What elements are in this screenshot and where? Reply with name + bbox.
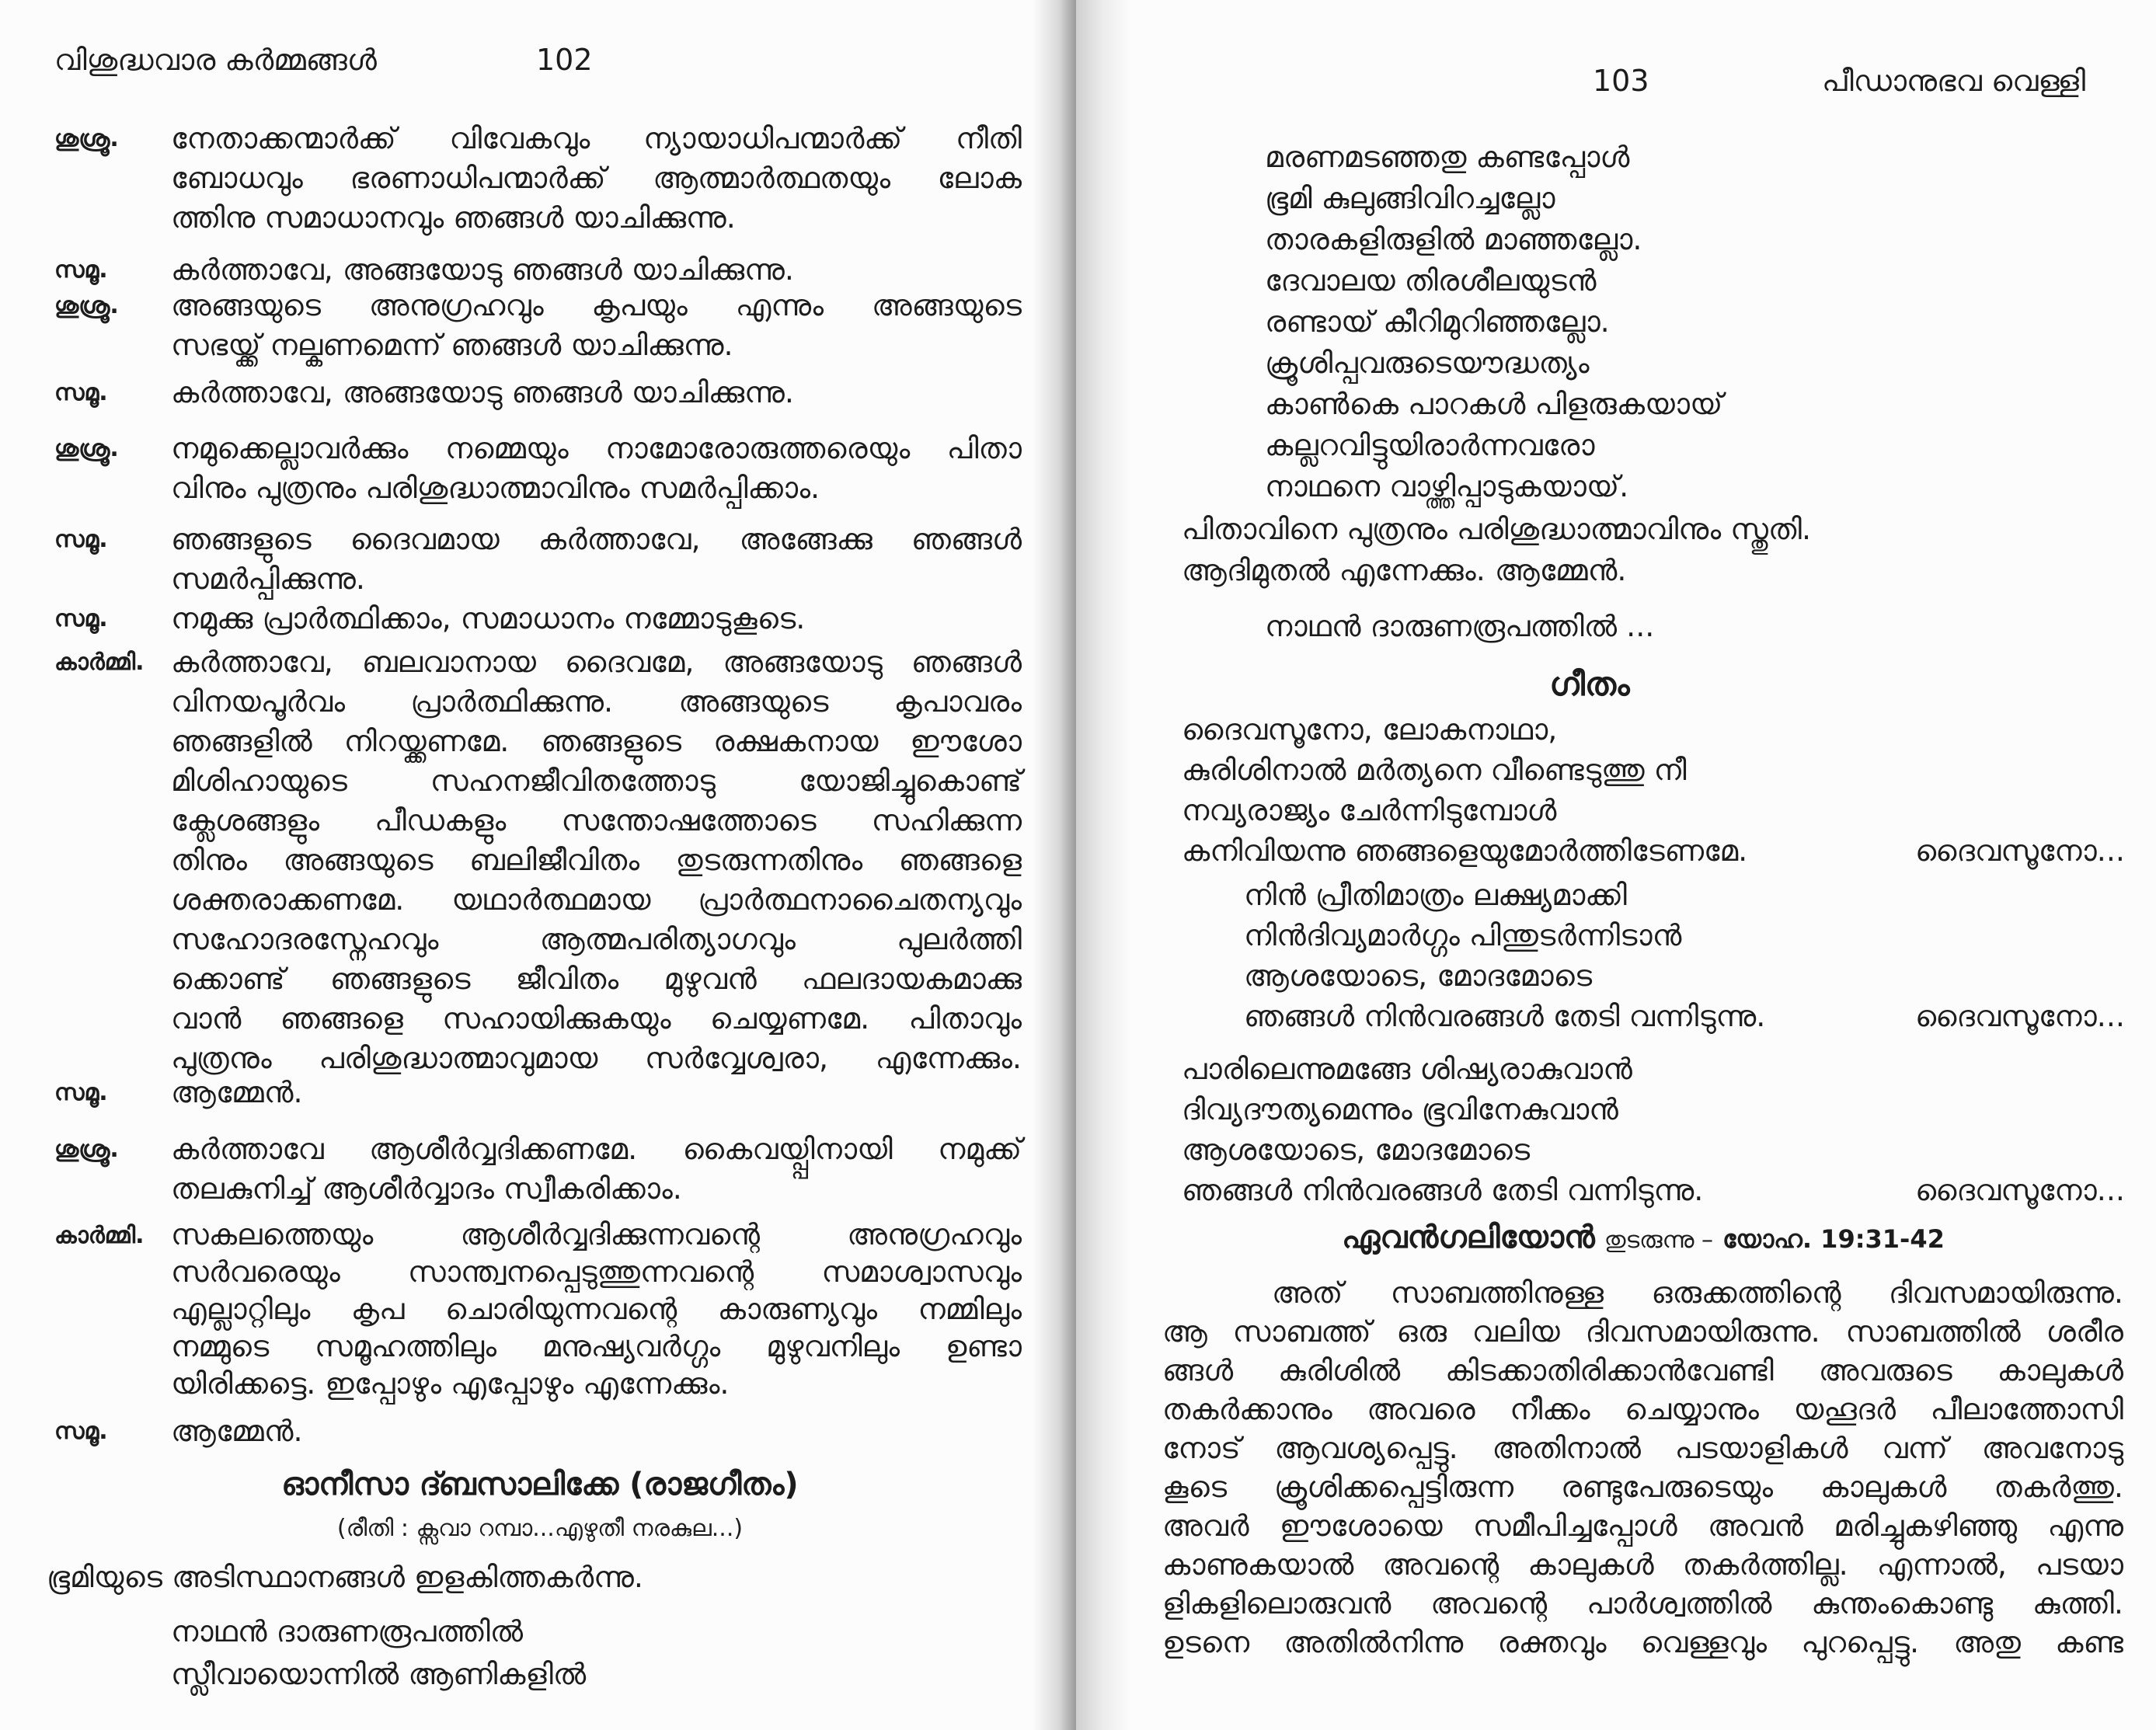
text-line: തലകുനിച്ച് ആശീർവ്വാദം സ്വീകരിക്കാം. [171,1171,682,1206]
text-line: കർത്താവേ ആശീർവ്വദിക്കണമേ. കൈവയ്പ്പിനായി നമുക്ക് [171,1132,1022,1166]
stanza-line: പാരിലെന്നുമങ്ങേ ശിഷ്യരാകുവാൻ [1182,1052,1632,1086]
song-verse [1265,137,1722,507]
gospel-continues: തുടരുന്നു – [1604,1227,1714,1254]
liturgy-entry [54,1411,1022,1451]
geetham-stanza [1182,709,2129,871]
stanza-line: നവ്യരാജ്യം ചേർന്നിടുമ്പോൾ [1182,793,1557,827]
liturgy-entry [54,429,1022,508]
song-line: കല്ലറവിട്ടുയിരാർന്നവരോ [1265,428,1595,462]
speaker-label: സമൂ. [54,256,108,284]
text-line: കർത്താവേ, അങ്ങയോടു ഞങ്ങൾ യാചിക്കുന്നു. [171,375,794,409]
text-line: വിനയപൂർവം പ്രാർത്ഥിക്കുന്നു. അങ്ങയുടെ കൃപാവരം [171,684,1022,719]
liturgy-entry [54,1073,1022,1112]
text-line: കർത്താവേ, ബലവാനായ ദൈവമേ, അങ്ങയോടു ഞങ്ങൾ [171,645,1022,679]
speaker-label: ശുശ്രൂ. [54,1136,119,1163]
text-line: വാൻ ഞങ്ങളെ സഹായിക്കുകയും ചെയ്യണമേ. പിതാവും [171,1001,1022,1036]
song-line: താരകളിരുളിൽ മാഞ്ഞല്ലോ. [1265,222,1642,256]
text-line: നോട് ആവശ്യപ്പെട്ടു. അതിനാൽ പടയാളികൾ വന്ന് അവനോടു [1162,1431,2123,1465]
gospel-heading [1165,1218,2121,1260]
geetham-title: ഗീതം [1549,665,1630,703]
stanza-line: ഞങ്ങൾ നിൻവരങ്ങൾ തേടി വന്നിടുന്നു. [1182,1173,1704,1207]
text-line: സർവരെയും സാന്ത്വനപ്പെടുത്തുന്നവന്റെ സമാശ്വാസവും [171,1255,1022,1289]
page-number-left: 102 [536,43,593,77]
running-title-right: പീഡാനുഭവ വെള്ളി [1822,64,2086,98]
liturgy-entry [54,1130,1022,1209]
text-line: യിരിക്കട്ടെ. ഇപ്പോഴും എപ്പോഴും എന്നേക്കും. [171,1366,730,1401]
doxology-line: ആദിമുതൽ എന്നേക്കും. ആമ്മേൻ. [1182,553,1627,587]
song-line: ക്രൂശിപ്പവരുടെയൗദ്ധത്യം [1265,346,1590,380]
speaker-label: കാർമ്മി. [54,1222,145,1249]
repeat-line: നാഥൻ ദാരുണരൂപത്തിൽ ... [1265,609,1655,643]
doxology-line: പിതാവിനെ പുത്രനും പരിശുദ്ധാത്മാവിനും സ്തുതി. [1182,512,1812,546]
hymn-line: നാഥൻ ദാരുണരൂപത്തിൽ [171,1614,524,1648]
text-line: തിനും അങ്ങയുടെ ബലിജീവിതം തുടരുന്നതിനും ഞങ്ങളെ [171,843,1022,877]
geetham-stanza [1182,1049,2129,1210]
text-line: എല്ലാറ്റിലും കൃപ ചൊരിയുന്നവന്റെ കാരുണ്യവും നമ്മിലും [171,1292,1022,1326]
text-line: ബോധവും ഭരണാധിപന്മാർക്ക് ആത്മാർത്ഥതയും ലോക [171,161,1022,195]
gospel-title: ഏവൻഗലിയോൻ [1342,1220,1595,1255]
text-line: ഞങ്ങളുടെ ദൈവമായ കർത്താവേ, അങ്ങേക്കു ഞങ്ങൾ [171,522,1022,556]
text-line: മിശിഹായുടെ സഹനജീവിതത്തോടു യോജിച്ചുകൊണ്ട് [171,764,1022,798]
text-line: ക്ലേശങ്ങളും പീഡകളും സന്തോഷത്തോടെ സഹിക്കുന്ന [171,803,1022,837]
liturgy-entry [54,642,1022,1078]
text-line: നമ്മുടെ സമൂഹത്തിലും മനുഷ്യവർഗ്ഗം മുഴുവനിലും ഉണ്ടാ [171,1329,1022,1363]
stanza-line: ഞങ്ങൾ നിൻവരങ്ങൾ തേടി വന്നിടുന്നു. [1244,999,1766,1033]
stanza-line: കുരിശിനാൽ മർത്യനെ വീണ്ടെടുത്തു നീ [1182,753,1687,787]
liturgy-entry [54,286,1022,365]
song-line: ദേവാലയ തിരശീലയുടൻ [1265,263,1597,298]
speaker-label: ശുശ്രൂ. [54,435,119,462]
text-line: ആമ്മേൻ. [171,1414,303,1448]
song-line: നാഥനെ വാഴ്ത്തിപ്പാടുകയായ്. [1265,469,1629,503]
stanza-line: ദിവ്യദൗത്യമെന്നും ഭൂവിനേകുവാൻ [1182,1092,1618,1126]
speaker-label: സമൂ. [54,526,108,553]
text-line: സഹോദരസ്നേഹവും ആത്മപരിത്യാഗവും പുലർത്തി [171,922,1022,956]
text-line: ത്തിനു സമാധാനവും ഞങ്ങൾ യാചിക്കുന്നു. [171,200,736,235]
text-line: നേതാക്കന്മാർക്ക് വിവേകവും ന്യായാധിപന്മാർക്ക് നീതി [171,121,1022,155]
text-line: അവർ ഈശോയെ സമീപിച്ചപ്പോൾ അവൻ മരിച്ചുകഴിഞ്ഞു എന്നു [1162,1509,2123,1543]
doxology [1182,509,1811,591]
text-line: കർത്താവേ, അങ്ങയോടു ഞങ്ങൾ യാചിക്കുന്നു. [171,252,794,287]
text-line: ശക്തരാക്കണമേ. യഥാർത്ഥമായ പ്രാർത്ഥനാചൈതന്യവും [171,882,1022,917]
stanza-line: നിൻദിവ്യമാർഗ്ഗം പിന്തുടർന്നിടാൻ [1244,918,1682,952]
text-line: സഭയ്ക്ക് നല്കണമെന്ന് ഞങ്ങൾ യാചിക്കുന്നു. [171,328,733,362]
liturgy-entry [54,599,1022,639]
song-line: കാൺകെ പാറകൾ പിളരുകയായ് [1265,387,1723,421]
book-gutter-right [1076,0,1130,1730]
geetham-stanza [1244,875,2129,1036]
hymn-line: സ്ലീവായൊന്നിൽ ആണികളിൽ [171,1657,587,1691]
song-line: മരണമടഞ്ഞതു കണ്ടപ്പോൾ [1265,140,1630,174]
text-line: നമുക്കു പ്രാർത്ഥിക്കാം, സമാധാനം നമ്മോടുകൂടെ. [171,601,806,635]
speaker-label: ശുശ്രൂ. [54,125,119,152]
text-line: ഞങ്ങളിൽ നിറയ്ക്കണമേ. ഞങ്ങളുടെ രക്ഷകനായ ഈശോ [171,724,1022,758]
refrain-cue: ദൈവസൂനോ... [1915,834,2125,868]
text-line: വിനും പുത്രനും പരിശുദ്ധാത്മാവിനും സമർപ്പിക്കാം. [171,471,820,505]
stanza-line: നിൻ പ്രീതിമാത്രം ലക്ഷ്യമാക്കി [1244,878,1627,912]
refrain-cue: ദൈവസൂനോ... [1915,1173,2125,1207]
stanza-line: ആശയോടെ, മോദമോടെ [1182,1133,1531,1167]
text-line: കൂടെ ക്രൂശിക്കപ്പെട്ടിരുന്ന രണ്ടുപേരുടെയും കാലുകൾ തകർത്തു. [1162,1470,2123,1504]
running-title-left: വിശുദ്ധവാര കർമ്മങ്ങൾ [54,43,377,77]
speaker-label: സമൂ. [54,1418,108,1445]
hymn-title: ഓനീസാ ദ്ബസാലിക്കേ (രാജഗീതം) [281,1467,799,1502]
text-line: ക്കൊണ്ട് ഞങ്ങളുടെ ജീവിതം മുഴുവൻ ഫലദായകമാക്കു [171,962,1022,996]
refrain-cue: ദൈവസൂനോ... [1915,999,2125,1033]
speaker-label: ശുശ്രൂ. [54,292,119,319]
text-line: ളികളിലൊരുവൻ അവന്റെ പാർശ്വത്തിൽ കുന്തംകൊണ്ടു കുത്തി. [1162,1586,2123,1620]
text-line: പുത്രനും പരിശുദ്ധാത്മാവുമായ സർവ്വേശ്വരാ, എന്നേക്കും. [171,1041,1022,1075]
hymn-tune: (രീതി : ക്സവാ റമ്പാ...എഴുതീ നരകുല...) [336,1515,744,1542]
gospel-text [1162,1273,2123,1662]
text-line: സകലത്തെയും ആശീർവ്വദിക്കുന്നവന്റെ അനുഗ്രഹവും [171,1217,1022,1251]
text-line: കാണുകയാൽ അവന്റെ കാലുകൾ തകർത്തില്ല. എന്നാൽ, പടയാ [1162,1547,2123,1582]
book-gutter-left [1033,0,1076,1730]
speaker-label: സമൂ. [54,1079,108,1106]
text-line: തകർക്കാനും അവരെ നീക്കം ചെയ്യാനും യഹൂദർ പീലാത്തോസി [1162,1392,2123,1426]
speaker-label: കാർമ്മി. [54,649,145,676]
text-line: നമുക്കെല്ലാവർക്കും നമ്മെയും നാമോരോരുത്തരെയും പിതാ [171,431,1022,465]
stanza-line: ആശയോടെ, മോദമോടെ [1244,959,1593,993]
song-line: രണ്ടായ് കീറിമുറിഞ്ഞല്ലോ. [1265,305,1610,339]
speaker-label: സമൂ. [54,605,108,632]
liturgy-entry [54,1216,1022,1402]
stanza-line: കനിവിയന്നു ഞങ്ങളെയുമോർത്തിടേണമേ. [1182,834,1748,868]
speaker-label: സമൂ. [54,379,108,406]
text-line: അത് സാബത്തിനുള്ള ഒരുക്കത്തിന്റെ ദിവസമായിരുന്നു. [1272,1276,2123,1310]
page-number-right: 103 [1593,64,1649,98]
liturgy-entry [54,119,1022,238]
gospel-reference: യോഹ. 19:31-42 [1722,1224,1945,1254]
text-line: ആ സാബത്ത് ഒരു വലിയ ദിവസമായിരുന്നു. സാബത്തിൽ ശരീര [1162,1314,2123,1349]
stanza-line: ദൈവസൂനോ, ലോകനാഥാ, [1182,712,1558,747]
liturgy-entry [54,520,1022,599]
text-line: ആമ്മേൻ. [171,1075,303,1109]
hymn-line: ഭൂമിയുടെ അടിസ്ഥാനങ്ങൾ ഇളകിത്തകർന്നു. [47,1560,644,1594]
text-line: സമർപ്പിക്കുന്നു. [171,562,365,596]
text-line: ങ്ങൾ കുരിശിൽ കിടക്കാതിരിക്കാൻവേണ്ടി അവരുടെ കാലുകൾ [1162,1353,2123,1387]
liturgy-entry [54,250,1022,290]
liturgy-entry [54,373,1022,412]
text-line: അങ്ങയുടെ അനുഗ്രഹവും കൃപയും എന്നും അങ്ങയുടെ [171,288,1022,322]
song-line: ഭൂമി കുലുങ്ങിവിറച്ചല്ലോ [1265,181,1555,215]
text-line: ഉടനെ അതിൽനിന്നു രക്തവും വെള്ളവും പുറപ്പെട്ടു. അതു കണ്ട [1162,1625,2123,1659]
